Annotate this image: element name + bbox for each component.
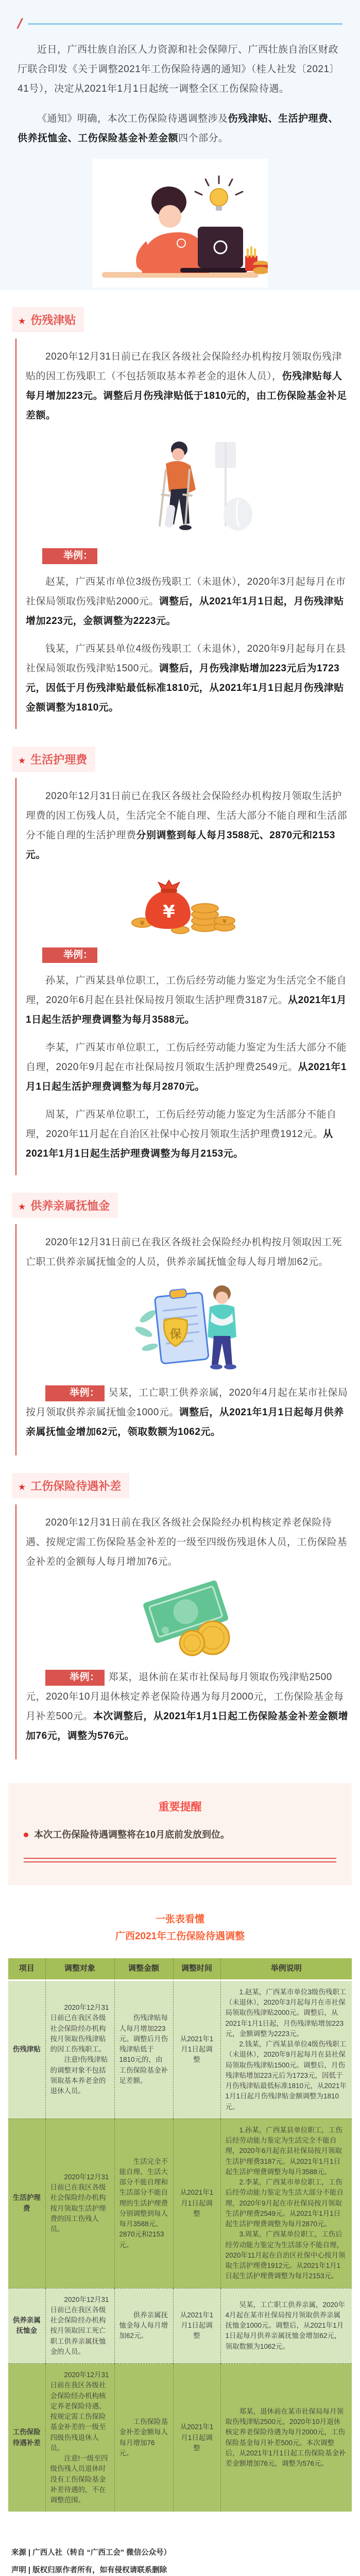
intro-paragraph-2: 《通知》明确，本次工伤保险待遇调整涉及伤残津贴、生活护理费、供养抚恤金、工伤保险基金补差金额四个部分。 (18, 113, 339, 144)
reminder-text: 本次工伤保险待遇调整将在10月底前发放到位。 (34, 1829, 230, 1840)
section-body (15, 1224, 351, 1455)
insurance-clipboard-shield-person-illustration (26, 1280, 350, 1373)
section-body (15, 778, 351, 1176)
cell-target: 2020年12月31日前在我区各级社会保险经办机构核定养老保险待遇、按规定需工伤保险基金补差的一级至四级伤残退休人员。 注意!一级至四级伤残人员退休时没有工伤保险基金补差待遇的，不在调整范围。 (45, 2364, 114, 2512)
section-title-badge (12, 1473, 129, 1498)
cell-amount: 工伤保险基金补差金额每人每月增加76元。 (114, 2364, 173, 2512)
svg-text:¥: ¥ (140, 919, 144, 927)
cell-item: 伤残津贴 (8, 1980, 45, 2119)
example-paragraph (26, 1668, 350, 1746)
section-title: 伤残津贴 (30, 314, 76, 327)
red-slash-icon: / (16, 15, 23, 31)
example-paragraph: 赵某，广西某市单位3级伤残职工（未退休），2020年3月起每月在市社保局领取伤残津贴2000元。调整后，从2021年1月1日起，月伤残津贴增加223元，金额调整为2223元。 (26, 576, 346, 626)
column-header: 调整对象 (45, 1958, 114, 1980)
cell-example: 1.赵某，广西某市单位3级伤残职工（未退休），2020年3月起每月在市社保局领取伤残津贴2000元。调整后，从2021年1月1日起，月伤残津贴增加223元，金额调整为2223元。 2.钱某，广西某县单位4级伤残职工（未退休），2020年9月起每月在县社保局领取伤残津贴1500元。调整后，月伤残津贴增加223元后为1723元，因低于月伤残津贴最低标准1810元，从2021年1月1日起月伤残津贴金额调整为1810元。 (220, 1980, 352, 2119)
intro-paragraph-1: 近日，广西壮族自治区人力资源和社会保障厅、广西壮族自治区财政厅联合印发《关于调整2021年工伤保险待遇的通知》（桂人社发〔2021〕41号），决定从2021年1月1日起统一调整全区工伤保险待遇。 (18, 44, 340, 94)
table-title-line2: 广西2021年工伤保险待遇调整 (115, 1931, 245, 1942)
double-red-divider (24, 1858, 336, 1862)
cell-example: 郑某，退休前在某市社保局每月领取伤残津贴2500元，2020年10月退休核定养老保险待遇为每月2000元，工伤保险基金每月补差500元。本次调整后，从2021年1月1日起工伤保险基金补差金额增加76元，调整为576元。 (220, 2364, 352, 2512)
section-title: 工伤保险待遇补差 (30, 1480, 122, 1493)
injured-person-with-crutches-illustration (26, 434, 350, 535)
example-text: 吴某，工亡职工供养亲属，2020年4月起在某市社保局按月领取供养亲属抚恤金1000元。调整后，从2021年1月1日起每月供养亲属抚恤金增加62元，领取数额为1062元。 (26, 1387, 348, 1437)
example-paragraph: 周某，广西某单位职工，工伤后经劳动能力鉴定为生活部分不能自理，2020年11月起在自治区社保中心按月领取生活护理费1912元。从2021年1月1日起生活护理费调整为每月2153元。 (26, 1109, 337, 1159)
intro-panel (0, 0, 360, 290)
section-intro-paragraph: 2020年12月31日前已在我区各级社会保险经办机构按月领取伤残津贴的因工伤残职工（不包括领取基本养老金的退休人员），伤残津贴每人每月增加223元。调整后月伤残津贴低于1810元的，由工伤保险基金补足差额。 (26, 351, 347, 421)
section-body (15, 1504, 351, 1759)
cell-time: 从2021年1月1日起调整 (173, 2364, 220, 2512)
reminder-item (24, 1827, 336, 1842)
svg-text:¥: ¥ (162, 901, 175, 922)
footer-statement: 声明 | 版权归原作者所有，如有侵权请联系删除 (11, 2566, 167, 2574)
section-benefit-gap-subsidy (0, 1473, 360, 1759)
star-icon: ★ (18, 1202, 26, 1212)
column-header: 项目 (8, 1958, 45, 1980)
cell-example: 1.孙某，广西某县单位职工，工伤后经劳动能力鉴定为生活完全不能自理，2020年6月起在县社保局按月领取生活护理费3187元。从2021年1月1日起生活护理费调整为每月3588元。 2.李某，广西某市单位职工，工伤后经劳动能力鉴定为生活大部分不能自理，2020年9月起在市社保局按月领取生活护理费2549元。从2021年1月1日起生活护理费调整为每月2870元。 3.周某，广西某单位职工，工伤后经劳动能力鉴定为生活部分不能自理，2020年11月起在自治区社保中心按月领取生活护理费1912元。从2021年1月1日起生活护理费调整为每月2153元。 (220, 2119, 352, 2288)
section-body (15, 338, 351, 729)
section-divider (16, 15, 342, 31)
column-header: 调整时间 (173, 1958, 220, 1980)
column-header: 举例说明 (220, 1958, 352, 1980)
person-working-on-laptop-illustration (93, 159, 268, 287)
cell-target: 2020年12月31日前已在我区各级社会保险经办机构按月领取因工死亡职工供养亲属抚恤金的人员。 (45, 2288, 114, 2364)
star-icon: ★ (18, 316, 26, 326)
section-title-badge (12, 747, 95, 772)
example-text: 郑某，退休前在某市社保局每月领取伤残津贴2500元，2020年10月退休核定养老保险待遇为每月2000元，工伤保险基金每月补差500元。本次调整后，从2021年1月1日起工伤保险基金补差金额增加76元，调整为576元。 (26, 1672, 349, 1741)
table-row (8, 2288, 352, 2364)
example-label-row (26, 548, 350, 564)
cell-amount: 伤残津贴每人每月增加223元。调整后月伤残津贴低于1810元的，由工伤保险基金补足差额。 (114, 1980, 173, 2119)
blue-divider-line (28, 23, 342, 25)
cell-time: 从2021年1月1日起调整 (173, 1980, 220, 2119)
section-disability-allowance (0, 307, 360, 729)
cell-item: 工伤保险待遇补差 (8, 2364, 45, 2512)
banknote-and-coins-illustration (26, 1580, 350, 1657)
section-intro-paragraph: 2020年12月31日前已在我区各级社会保险经办机构按月领取因工死亡职工供养亲属抚恤金的人员，供养亲属抚恤金每人每月增加62元。 (26, 1237, 342, 1267)
svg-text:¥: ¥ (222, 918, 227, 925)
section-living-care-fee (0, 747, 360, 1176)
cell-item: 生活护理费 (8, 2119, 45, 2288)
example-badge: 举例： (45, 1670, 105, 1686)
cell-example: 吴某，工亡职工供养亲属，2020年4月起在某市社保局按月领取供养亲属抚恤金1000元。调整后，从2021年1月1日起每月供养亲属抚恤金增加62元，领取数额为1062元。 (220, 2288, 352, 2364)
money-bag-and-coins-illustration (26, 873, 350, 934)
section-intro-paragraph: 2020年12月31日前在我区各级社会保险经办机构核定养老保险待遇、按规定需工伤保险基金补差的一级至四级伤残退休人员，工伤保险基金补差的金额每人每月增加76元。 (26, 1517, 348, 1567)
star-icon: ★ (18, 755, 26, 766)
section-title-badge (12, 307, 84, 332)
cell-amount: 生活完全不能自理、生活大部分不能自理和生活部分不能自理的生活护理费分别调整到每人每月3588元、2870元和2153元。 (114, 2119, 173, 2288)
section-title-badge (12, 1193, 118, 1218)
example-label-row (26, 947, 350, 963)
footer-source: 来源 | 广西人社（转自 “广西工会” 微信公众号） (11, 2549, 172, 2557)
table-header-row (8, 1958, 352, 1980)
example-paragraph (26, 1383, 350, 1442)
example-badge: 举例： (42, 947, 97, 963)
cell-amount: 供养亲属抚恤金每人每月增加62元。 (114, 2288, 173, 2364)
cell-time: 从2021年1月1日起调整 (173, 2288, 220, 2364)
cell-target: 2020年12月31日前已在我区各级社会保险经办机构按月领取伤残津贴的因工伤残职工。 注意!伤残津贴的调整对象不包括领取基本养老金的退休人员。 (45, 1980, 114, 2119)
cell-time: 从2021年1月1日起调整 (173, 2119, 220, 2288)
cell-item: 供养亲属抚恤金 (8, 2288, 45, 2364)
column-header: 调整金额 (114, 1958, 173, 1980)
adjustment-summary-table (8, 1958, 352, 2512)
cell-target: 2020年12月31日前已在我区各级社会保险经办机构按月领取生活护理费的因工伤残人员。 (45, 2119, 114, 2288)
table-title-line1: 一张表看懂 (155, 1913, 204, 1925)
table-title (0, 1911, 360, 1945)
example-paragraph: 孙某，广西某县单位职工，工伤后经劳动能力鉴定为生活完全不能自理，2020年6月起在县社保局按月领取生活护理费3187元。从2021年1月1日起生活护理费调整为每月3588元。 (26, 975, 347, 1025)
section-title: 供养亲属抚恤金 (30, 1199, 110, 1212)
section-intro-paragraph: 2020年12月31日前已在我区各级社会保险经办机构按月领取生活护理费的因工伤残人员，生活完全不能自理、生活大部分不能自理和生活部分不能自理的生活护理费分别调整到每人每月3588元、2870元和2153元。 (26, 790, 348, 860)
table-row (8, 2364, 352, 2512)
section-title: 生活护理费 (30, 753, 88, 766)
star-icon: ★ (18, 1482, 26, 1492)
example-paragraph: 钱某，广西某县单位4级伤残职工（未退休），2020年9月起每月在县社保局领取伤残津贴1500元。调整后，月伤残津贴增加223元后为1723元，因低于月伤残津贴最低标准1810元，从2021年1月1日起月伤残津贴金额调整为1810元。 (26, 643, 346, 713)
reminder-title: 重要提醒 (158, 1801, 202, 1813)
example-badge: 举例： (42, 548, 97, 564)
table-row (8, 2119, 352, 2288)
bullet-dot-icon (24, 1833, 28, 1837)
section-dependent-pension (0, 1193, 360, 1455)
example-paragraph: 李某，广西某市单位职工，工伤后经劳动能力鉴定为生活大部分不能自理，2020年9月起在市社保局按月领取生活护理费2549元。从2021年1月1日起生活护理费调整为每月2870元。 (26, 1042, 347, 1092)
example-badge: 举例： (45, 1385, 105, 1401)
table-row (8, 1980, 352, 2119)
article-footer (0, 2545, 360, 2576)
important-reminder-box (8, 1783, 352, 1885)
svg-text:保: 保 (169, 1328, 181, 1341)
